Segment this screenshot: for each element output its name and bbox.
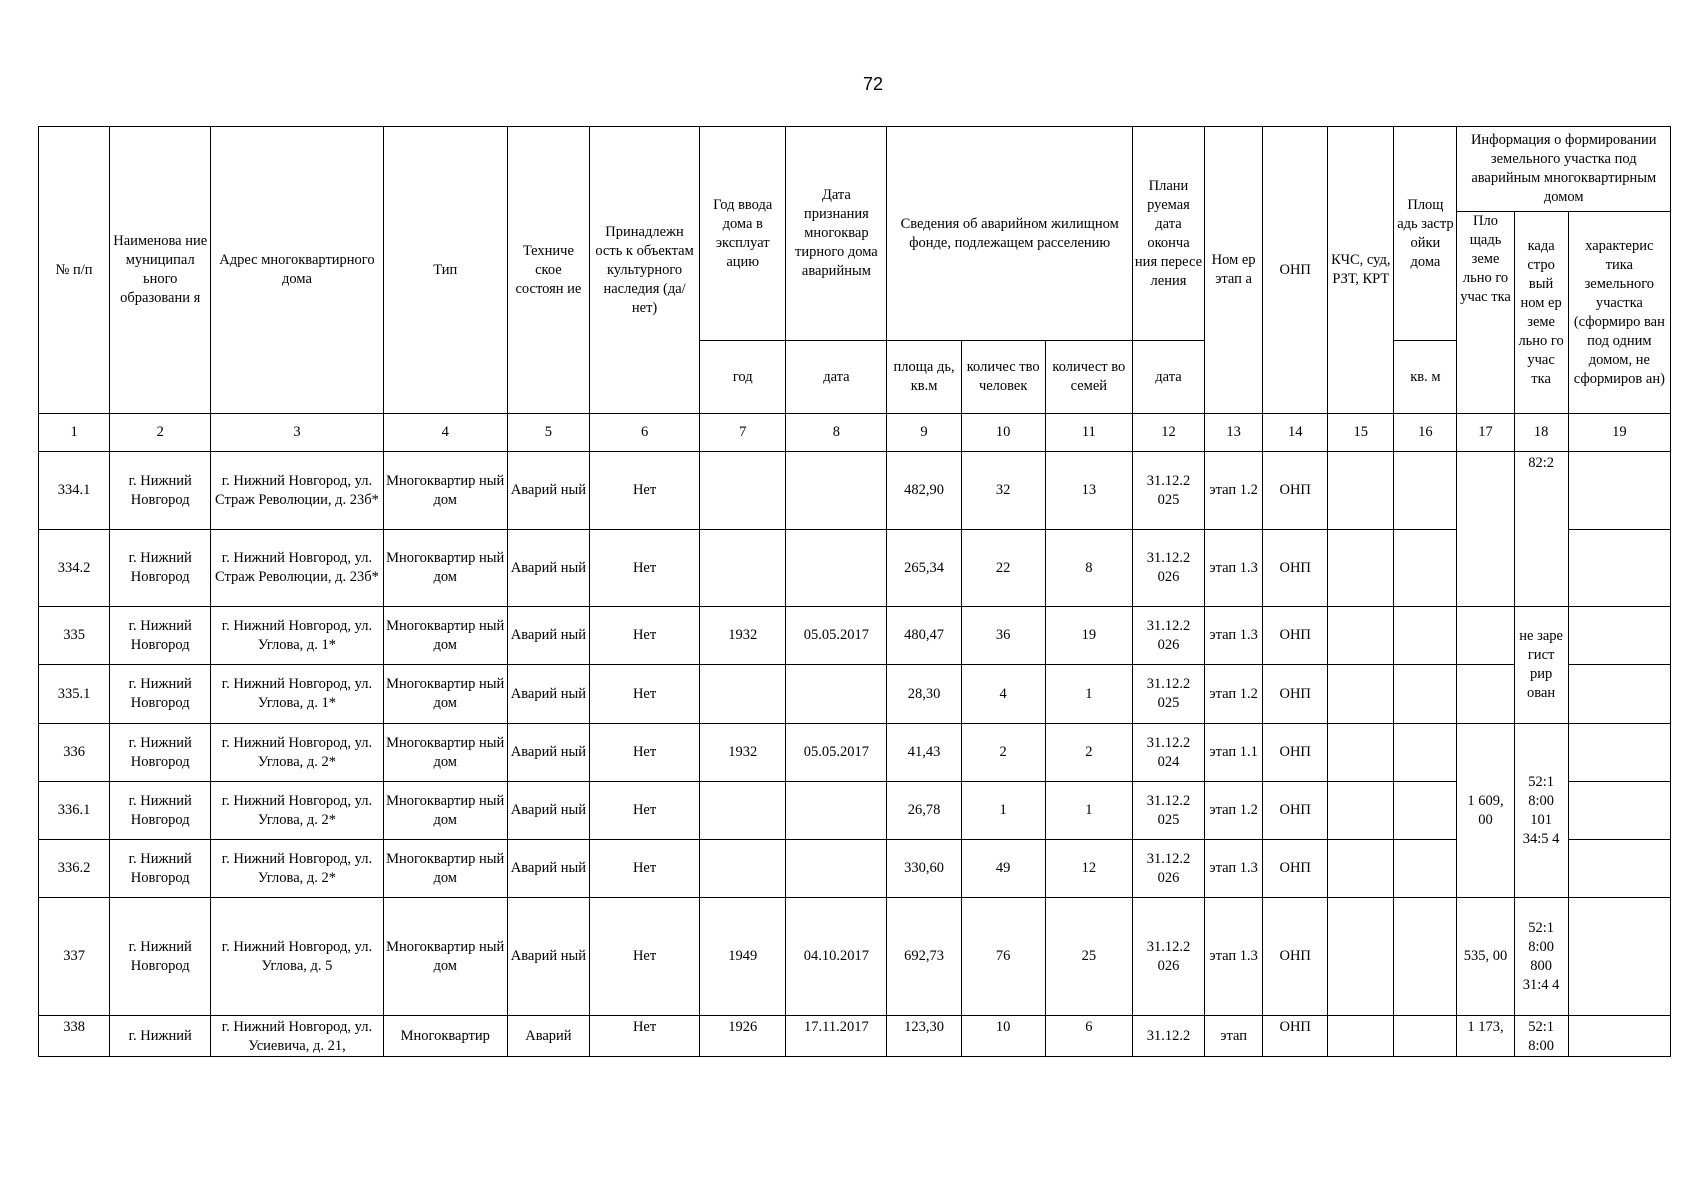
table-row	[39, 452, 1671, 530]
cell-municipality: г. Нижний Новгород	[110, 898, 211, 1016]
cell-state: Аварий ный	[507, 607, 589, 665]
column-number: 2	[110, 414, 211, 452]
column-number: 15	[1328, 414, 1394, 452]
cell-address: г. Нижний Новгород, ул. Усиевича, д. 21,	[211, 1016, 383, 1057]
header-municipality: Наименова ние муниципал ьного образовани я	[110, 127, 211, 414]
cell-area: 123,30	[887, 1016, 961, 1057]
column-number: 1	[39, 414, 110, 452]
column-number: 16	[1394, 414, 1457, 452]
cell-stage: этап 1.3	[1205, 530, 1263, 607]
column-number: 13	[1205, 414, 1263, 452]
cell-land-characteristic	[1568, 782, 1670, 840]
cell-year: 1932	[700, 724, 786, 782]
column-number: 7	[700, 414, 786, 452]
cell-year: 1932	[700, 607, 786, 665]
cell-planned-date: 31.12.2 026	[1132, 898, 1204, 1016]
cell-address: г. Нижний Новгород, ул. Страж Революции, д. 23б*	[211, 530, 383, 607]
cell-type: Многоквартир ный дом	[383, 898, 507, 1016]
cell-municipality: г. Нижний Новгород	[110, 782, 211, 840]
cell-num: 334.1	[39, 452, 110, 530]
cell-year: 1949	[700, 898, 786, 1016]
header-cadastral: када стро вый ном ер земе льно го учас тка	[1514, 212, 1568, 414]
cell-num: 334.2	[39, 530, 110, 607]
header-land-info: Информация о формировании земельного участка под аварийным многоквартирным домом	[1457, 127, 1671, 212]
cell-onp: ОНП	[1263, 840, 1328, 898]
cell-land-characteristic	[1568, 607, 1670, 665]
cell-heritage: Нет	[589, 782, 699, 840]
cell-families: 6	[1045, 1016, 1132, 1057]
cell-municipality: г. Нижний Новгород	[110, 724, 211, 782]
cell-address: г. Нижний Новгород, ул. Углова, д. 2*	[211, 840, 383, 898]
subheader-date: дата	[786, 341, 887, 414]
table-row	[39, 530, 1671, 607]
column-number: 11	[1045, 414, 1132, 452]
cell-cadastral: 52:1 8:00	[1514, 1016, 1568, 1057]
cell-stage: этап 1.2	[1205, 452, 1263, 530]
subheader-year: год	[700, 341, 786, 414]
header-planned-date: Плани руемая дата оконча ния пересе ления	[1132, 127, 1204, 341]
cell-cadastral: не заре гист рир ован	[1514, 607, 1568, 724]
column-number: 18	[1514, 414, 1568, 452]
header-land-area: Пло щадь земе льно го учас тка	[1457, 212, 1514, 414]
header-year: Год ввода дома в эксплуат ацию	[700, 127, 786, 341]
column-number: 6	[589, 414, 699, 452]
cell-type: Многоквартир ный дом	[383, 724, 507, 782]
cell-families: 1	[1045, 782, 1132, 840]
cell-state: Аварий	[507, 1016, 589, 1057]
cell-building-area	[1394, 452, 1457, 530]
cell-year	[700, 840, 786, 898]
cell-land-area	[1457, 452, 1514, 607]
cell-kchs	[1328, 724, 1394, 782]
cell-year: 1926	[700, 1016, 786, 1057]
cell-state: Аварий ный	[507, 452, 589, 530]
header-heritage: Принадлежн ость к объектам культурного наследия (да/нет)	[589, 127, 699, 414]
cell-kchs	[1328, 530, 1394, 607]
cell-land-characteristic	[1568, 724, 1670, 782]
cell-year	[700, 665, 786, 724]
cell-heritage: Нет	[589, 1016, 699, 1057]
column-number: 5	[507, 414, 589, 452]
cell-heritage: Нет	[589, 607, 699, 665]
column-number: 17	[1457, 414, 1514, 452]
cell-land-characteristic	[1568, 840, 1670, 898]
cell-date: 04.10.2017	[786, 898, 887, 1016]
cell-onp: ОНП	[1263, 530, 1328, 607]
cell-building-area	[1394, 724, 1457, 782]
subheader-families: количест во семей	[1045, 341, 1132, 414]
cell-onp: ОНП	[1263, 1016, 1328, 1057]
column-number: 10	[961, 414, 1045, 452]
header-type: Тип	[383, 127, 507, 414]
cell-building-area	[1394, 840, 1457, 898]
cell-planned-date: 31.12.2 025	[1132, 782, 1204, 840]
header-recognition-date: Дата признания многоквар тирного дома аварийным	[786, 127, 887, 341]
cell-num: 338	[39, 1016, 110, 1057]
cell-land-characteristic	[1568, 665, 1670, 724]
column-number: 14	[1263, 414, 1328, 452]
cell-onp: ОНП	[1263, 898, 1328, 1016]
cell-date	[786, 452, 887, 530]
cell-date: 05.05.2017	[786, 724, 887, 782]
cell-area: 330,60	[887, 840, 961, 898]
cell-year	[700, 782, 786, 840]
cell-date	[786, 782, 887, 840]
header-stage: Ном ер этап а	[1205, 127, 1263, 414]
cell-kchs	[1328, 898, 1394, 1016]
cell-state: Аварий ный	[507, 782, 589, 840]
column-number: 9	[887, 414, 961, 452]
cell-onp: ОНП	[1263, 724, 1328, 782]
cell-stage: этап 1.3	[1205, 607, 1263, 665]
cell-address: г. Нижний Новгород, ул. Углова, д. 2*	[211, 724, 383, 782]
cell-address: г. Нижний Новгород, ул. Углова, д. 5	[211, 898, 383, 1016]
header-fund-info: Сведения об аварийном жилищном фонде, подлежащем расселению	[887, 127, 1132, 341]
cell-state: Аварий ный	[507, 530, 589, 607]
cell-type: Многоквартир ный дом	[383, 530, 507, 607]
cell-address: г. Нижний Новгород, ул. Углова, д. 1*	[211, 665, 383, 724]
cell-onp: ОНП	[1263, 452, 1328, 530]
cell-people: 32	[961, 452, 1045, 530]
cell-building-area	[1394, 898, 1457, 1016]
cell-people: 1	[961, 782, 1045, 840]
cell-kchs	[1328, 782, 1394, 840]
cell-families: 25	[1045, 898, 1132, 1016]
cell-people: 36	[961, 607, 1045, 665]
cell-land-characteristic	[1568, 1016, 1670, 1057]
cell-planned-date: 31.12.2 024	[1132, 724, 1204, 782]
cell-state: Аварий ный	[507, 840, 589, 898]
cell-people: 4	[961, 665, 1045, 724]
header-num: № п/п	[39, 127, 110, 414]
cell-heritage: Нет	[589, 452, 699, 530]
cell-num: 336.2	[39, 840, 110, 898]
cell-families: 12	[1045, 840, 1132, 898]
column-number: 12	[1132, 414, 1204, 452]
cell-municipality: г. Нижний Новгород	[110, 607, 211, 665]
cell-area: 482,90	[887, 452, 961, 530]
cell-date: 05.05.2017	[786, 607, 887, 665]
table-row	[39, 898, 1671, 1016]
table-row	[39, 1016, 1671, 1057]
cell-kchs	[1328, 1016, 1394, 1057]
cell-land-characteristic	[1568, 898, 1670, 1016]
cell-area: 26,78	[887, 782, 961, 840]
header-address: Адрес многоквартирного дома	[211, 127, 383, 414]
cell-land-characteristic	[1568, 530, 1670, 607]
table-row	[39, 840, 1671, 898]
cell-building-area	[1394, 607, 1457, 665]
cell-heritage: Нет	[589, 665, 699, 724]
cell-building-area	[1394, 665, 1457, 724]
cell-cadastral: 82:2	[1514, 452, 1568, 607]
cell-municipality: г. Нижний Новгород	[110, 530, 211, 607]
cell-address: г. Нижний Новгород, ул. Страж Революции, д. 23б*	[211, 452, 383, 530]
column-number-row	[39, 414, 1671, 452]
cell-stage: этап	[1205, 1016, 1263, 1057]
cell-land-area	[1457, 607, 1514, 665]
cell-state: Аварий ный	[507, 665, 589, 724]
cell-stage: этап 1.3	[1205, 898, 1263, 1016]
cell-type: Многоквартир ный дом	[383, 607, 507, 665]
cell-kchs	[1328, 665, 1394, 724]
subheader-area: площа дь, кв.м	[887, 341, 961, 414]
table-row	[39, 724, 1671, 782]
cell-families: 13	[1045, 452, 1132, 530]
cell-land-characteristic	[1568, 452, 1670, 530]
cell-people: 49	[961, 840, 1045, 898]
subheader-people: количес тво человек	[961, 341, 1045, 414]
cell-onp: ОНП	[1263, 607, 1328, 665]
cell-municipality: г. Нижний	[110, 1016, 211, 1057]
table-row	[39, 782, 1671, 840]
cell-address: г. Нижний Новгород, ул. Углова, д. 2*	[211, 782, 383, 840]
cell-stage: этап 1.2	[1205, 782, 1263, 840]
cell-families: 19	[1045, 607, 1132, 665]
cell-people: 10	[961, 1016, 1045, 1057]
cell-building-area	[1394, 530, 1457, 607]
cell-type: Многоквартир	[383, 1016, 507, 1057]
cell-cadastral: 52:1 8:00 101 34:5 4	[1514, 724, 1568, 898]
cell-num: 337	[39, 898, 110, 1016]
cell-planned-date: 31.12.2 025	[1132, 452, 1204, 530]
cell-type: Многоквартир ный дом	[383, 452, 507, 530]
cell-people: 2	[961, 724, 1045, 782]
cell-families: 2	[1045, 724, 1132, 782]
cell-date	[786, 840, 887, 898]
header-state: Техниче ское состоян ие	[507, 127, 589, 414]
column-number: 3	[211, 414, 383, 452]
cell-families: 1	[1045, 665, 1132, 724]
header-onp: ОНП	[1263, 127, 1328, 414]
header-kchs: КЧС, суд, РЗТ, КРТ	[1328, 127, 1394, 414]
cell-state: Аварий ный	[507, 724, 589, 782]
cell-land-area: 535, 00	[1457, 898, 1514, 1016]
cell-heritage: Нет	[589, 530, 699, 607]
cell-planned-date: 31.12.2 026	[1132, 530, 1204, 607]
cell-num: 336	[39, 724, 110, 782]
cell-type: Многоквартир ный дом	[383, 665, 507, 724]
header-building-area: Площ адь застр ойки дома	[1394, 127, 1457, 341]
cell-date	[786, 530, 887, 607]
cell-date: 17.11.2017	[786, 1016, 887, 1057]
column-number: 19	[1568, 414, 1670, 452]
cell-kchs	[1328, 452, 1394, 530]
cell-type: Многоквартир ный дом	[383, 782, 507, 840]
cell-num: 335	[39, 607, 110, 665]
cell-type: Многоквартир ный дом	[383, 840, 507, 898]
cell-year	[700, 530, 786, 607]
cell-area: 480,47	[887, 607, 961, 665]
cell-state: Аварий ный	[507, 898, 589, 1016]
header-land-characteristic: характерис тика земельного участка (сформиро ван под одним домом, не сформиров ан)	[1568, 212, 1670, 414]
cell-stage: этап 1.3	[1205, 840, 1263, 898]
cell-people: 76	[961, 898, 1045, 1016]
cell-area: 692,73	[887, 898, 961, 1016]
cell-area: 28,30	[887, 665, 961, 724]
cell-kchs	[1328, 840, 1394, 898]
cell-heritage: Нет	[589, 724, 699, 782]
cell-area: 265,34	[887, 530, 961, 607]
column-number: 4	[383, 414, 507, 452]
cell-num: 336.1	[39, 782, 110, 840]
cell-planned-date: 31.12.2 025	[1132, 665, 1204, 724]
cell-num: 335.1	[39, 665, 110, 724]
cell-cadastral: 52:1 8:00 800 31:4 4	[1514, 898, 1568, 1016]
cell-heritage: Нет	[589, 840, 699, 898]
emergency-housing-table	[38, 126, 1671, 1057]
cell-land-area: 1 173,	[1457, 1016, 1514, 1057]
cell-kchs	[1328, 607, 1394, 665]
cell-municipality: г. Нижний Новгород	[110, 452, 211, 530]
cell-address: г. Нижний Новгород, ул. Углова, д. 1*	[211, 607, 383, 665]
column-number: 8	[786, 414, 887, 452]
cell-area: 41,43	[887, 724, 961, 782]
cell-municipality: г. Нижний Новгород	[110, 665, 211, 724]
cell-land-area	[1457, 665, 1514, 724]
table-row	[39, 665, 1671, 724]
cell-year	[700, 452, 786, 530]
subheader-building-area-unit: кв. м	[1394, 341, 1457, 414]
cell-stage: этап 1.1	[1205, 724, 1263, 782]
cell-heritage: Нет	[589, 898, 699, 1016]
cell-building-area	[1394, 782, 1457, 840]
cell-onp: ОНП	[1263, 782, 1328, 840]
cell-stage: этап 1.2	[1205, 665, 1263, 724]
table-row	[39, 607, 1671, 665]
page-number: 72	[862, 74, 884, 94]
cell-families: 8	[1045, 530, 1132, 607]
subheader-planned-date: дата	[1132, 341, 1204, 414]
cell-people: 22	[961, 530, 1045, 607]
cell-date	[786, 665, 887, 724]
cell-planned-date: 31.12.2 026	[1132, 607, 1204, 665]
cell-municipality: г. Нижний Новгород	[110, 840, 211, 898]
cell-land-area: 1 609, 00	[1457, 724, 1514, 898]
cell-planned-date: 31.12.2	[1132, 1016, 1204, 1057]
cell-building-area	[1394, 1016, 1457, 1057]
cell-onp: ОНП	[1263, 665, 1328, 724]
cell-planned-date: 31.12.2 026	[1132, 840, 1204, 898]
